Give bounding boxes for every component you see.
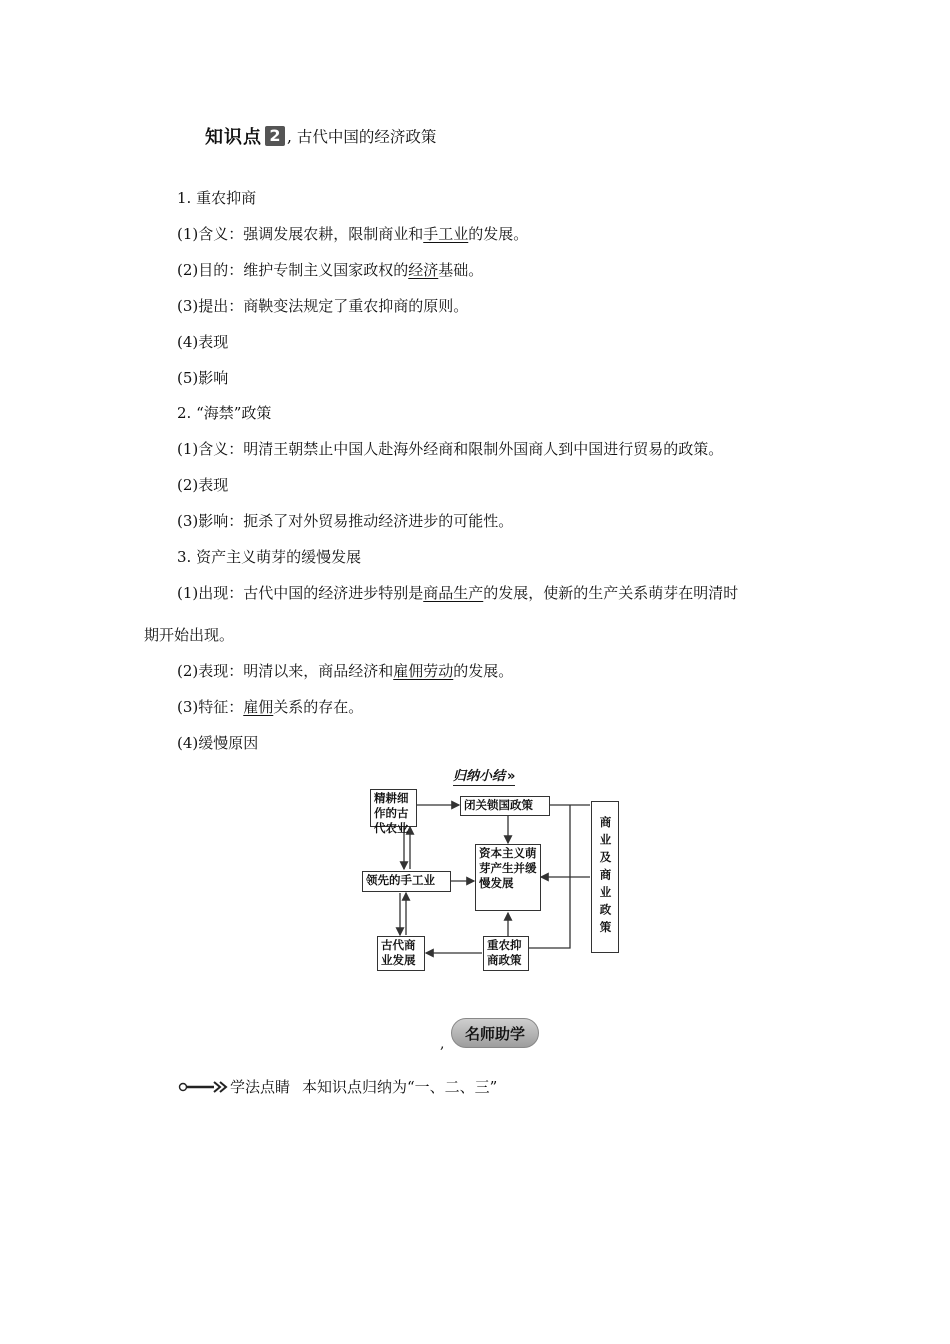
- text-span: (2)目的：维护专制主义国家政权的: [177, 261, 409, 279]
- study-tip: [178, 1076, 497, 1097]
- double-arrow-icon: »: [507, 769, 516, 784]
- section1-influence: (5)影响: [177, 369, 229, 387]
- knowledge-point-number: 2: [265, 126, 285, 146]
- text-span: (1)出现：古代中国的经济进步特别是: [177, 584, 424, 602]
- box-commerce-policy: 商业及商业政策: [591, 801, 619, 953]
- section3-appear-cont: 期开始出现。: [144, 626, 235, 644]
- text-span: 关系的存在。: [273, 698, 364, 716]
- knowledge-point-label: 知识点: [205, 127, 262, 148]
- underlined-term: 经济: [408, 261, 439, 279]
- text-span: 的发展。: [468, 225, 529, 243]
- underlined-term: 雇佣劳动: [393, 662, 454, 680]
- text-span: (3)特征：: [177, 698, 244, 716]
- underlined-term: 手工业: [423, 225, 469, 243]
- section1-title: 1. 重农抑商: [177, 189, 257, 207]
- box-agri-policy: 重农抑商政策: [483, 936, 529, 971]
- section1-proposed: (3)提出：商鞅变法规定了重农抑商的原则。: [177, 297, 469, 315]
- diagram-title-text: 归纳小结: [453, 769, 506, 784]
- underlined-term: 雇佣: [243, 698, 274, 716]
- section1-meaning: [177, 224, 528, 244]
- section2-meaning: (1)含义：明清王朝禁止中国人赴海外经商和限制外国商人到中国进行贸易的政策。: [177, 440, 724, 458]
- text-span: 的发展。: [453, 662, 514, 680]
- section-heading: [205, 123, 436, 149]
- box-agriculture: 精耕细作的古代农业: [370, 789, 417, 827]
- section2-title: 2. “海禁”政策: [177, 404, 272, 422]
- teacher-help-badge: 名师助学: [451, 1018, 539, 1048]
- section-title: , 古代中国的经济政策: [287, 128, 437, 146]
- summary-diagram: [360, 765, 625, 975]
- box-capitalism: 资本主义萌芽产生并缓慢发展: [475, 844, 541, 911]
- section3-appear: [177, 583, 738, 603]
- box-handicraft: 领先的手工业: [362, 871, 451, 892]
- text-span: (1)含义：强调发展农耕，限制商业和: [177, 225, 424, 243]
- section3-manifest: [177, 661, 513, 681]
- tip-label: 学法点睛: [230, 1078, 291, 1096]
- section1-purpose: [177, 260, 483, 280]
- box-closed-door: 闭关锁国政策: [460, 796, 550, 816]
- text-span: (2)表现：明清以来，商品经济和: [177, 662, 394, 680]
- text-span: 的发展，使新的生产关系萌芽在明清时: [483, 584, 739, 602]
- tip-text: 本知识点归纳为“一、二、三”: [302, 1078, 498, 1096]
- text-span: 基础。: [438, 261, 484, 279]
- section3-title: 3. 资产主义萌芽的缓慢发展: [177, 548, 362, 566]
- section1-manifest: (4)表现: [177, 333, 229, 351]
- section3-feature: [177, 697, 363, 717]
- section2-manifest: (2)表现: [177, 476, 229, 494]
- underlined-term: 商品生产: [423, 584, 484, 602]
- arrow-tip-icon: [178, 1080, 228, 1094]
- stray-comma: ,: [440, 1036, 445, 1052]
- box-commerce-development: 古代商业发展: [377, 936, 425, 971]
- section2-influence: (3)影响：扼杀了对外贸易推动经济进步的可能性。: [177, 512, 514, 530]
- section3-slow-reason: (4)缓慢原因: [177, 734, 259, 752]
